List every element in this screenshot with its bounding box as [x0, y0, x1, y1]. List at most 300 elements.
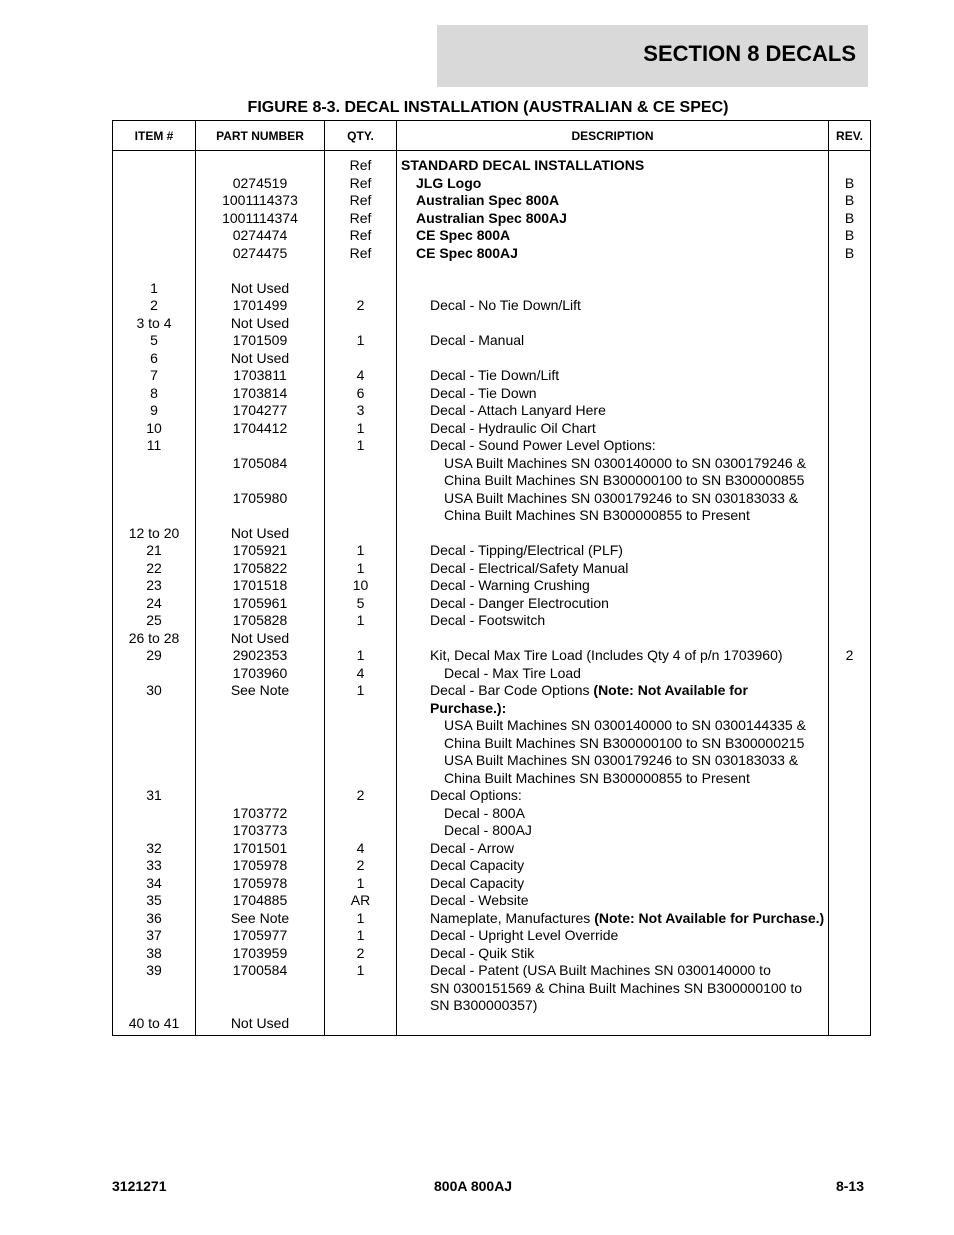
description-text: Decal - Arrow — [430, 839, 515, 856]
description-cell — [397, 525, 829, 543]
item-cell: 35 — [113, 892, 196, 910]
description-line — [401, 822, 828, 840]
part-number-cell — [196, 787, 325, 805]
item-cell: 22 — [113, 560, 196, 578]
part-number-cell: 0274519 — [196, 175, 325, 193]
table-row — [113, 577, 871, 595]
part-number-cell: 1705961 — [196, 595, 325, 613]
table-row — [113, 262, 871, 280]
description-line — [401, 490, 828, 508]
description-cell — [397, 840, 829, 858]
table-body — [113, 151, 871, 1036]
part-number-cell: 0274474 — [196, 227, 325, 245]
table-row — [113, 875, 871, 893]
qty-cell: 1 — [325, 332, 397, 350]
table-row — [113, 525, 871, 543]
description-line — [401, 665, 828, 683]
part-number-cell: Not Used — [196, 350, 325, 368]
description-line — [401, 875, 828, 893]
table-row — [113, 350, 871, 368]
qty-cell — [325, 455, 397, 490]
description-line — [401, 245, 828, 263]
item-cell: 25 — [113, 612, 196, 630]
part-number-cell — [196, 752, 325, 787]
table-row — [113, 717, 871, 752]
description-text: Decal - 800AJ — [444, 822, 532, 838]
description-text: SN 0300151569 & China Built Machines SN B300000100 to — [430, 979, 803, 996]
qty-cell: 1 — [325, 420, 397, 438]
description-cell — [397, 1015, 829, 1036]
part-number-cell: 1001114373 — [196, 192, 325, 210]
item-cell — [113, 490, 196, 525]
description-text: JLG Logo — [416, 174, 482, 191]
part-number-cell: 1001114374 — [196, 210, 325, 228]
rev-cell: 2 — [829, 647, 871, 665]
description-cell — [397, 717, 829, 752]
description-text: Decal - 800A — [444, 804, 525, 821]
rev-cell: B — [829, 210, 871, 228]
part-number-cell — [196, 151, 325, 175]
qty-cell: 2 — [325, 857, 397, 875]
item-cell — [113, 151, 196, 175]
description-text: CE Spec 800A — [416, 227, 511, 243]
rev-cell — [829, 787, 871, 805]
item-cell: 10 — [113, 420, 196, 438]
description-cell — [397, 962, 829, 1015]
description-line — [401, 437, 828, 455]
description-line — [401, 367, 828, 385]
description-text: Decal - Warning Crushing — [430, 577, 590, 593]
table-row — [113, 192, 871, 210]
rev-cell — [829, 822, 871, 840]
description-text: Decal - Danger Electrocution — [430, 594, 609, 611]
item-cell: 23 — [113, 577, 196, 595]
part-number-cell — [196, 437, 325, 455]
qty-cell: 1 — [325, 910, 397, 928]
description-line — [401, 385, 828, 403]
description-cell — [397, 927, 829, 945]
part-number-cell: 1705980 — [196, 490, 325, 525]
qty-cell: 5 — [325, 595, 397, 613]
item-cell: 26 to 28 — [113, 630, 196, 648]
description-cell — [397, 945, 829, 963]
qty-cell: 2 — [325, 787, 397, 805]
description-cell — [397, 210, 829, 228]
description-cell — [397, 227, 829, 245]
description-text: Decal Capacity — [430, 857, 525, 873]
rev-cell — [829, 490, 871, 525]
description-cell — [397, 647, 829, 665]
item-cell — [113, 752, 196, 787]
table-row — [113, 962, 871, 1015]
qty-cell: Ref — [325, 227, 397, 245]
table-row — [113, 560, 871, 578]
description-line — [401, 175, 828, 193]
item-cell — [113, 262, 196, 280]
description-cell — [397, 175, 829, 193]
description-cell — [397, 245, 829, 263]
table-row — [113, 297, 871, 315]
figure-title: FIGURE 8-3. DECAL INSTALLATION (AUSTRALIAN & CE SPEC) — [247, 99, 729, 116]
description-text: USA Built Machines SN 0300140000 to SN 0300179246 & — [444, 454, 806, 471]
rev-cell — [829, 665, 871, 683]
item-cell — [113, 822, 196, 840]
qty-cell — [325, 1015, 397, 1036]
qty-cell: 4 — [325, 840, 397, 858]
item-cell: 31 — [113, 787, 196, 805]
table-row — [113, 630, 871, 648]
qty-cell — [325, 822, 397, 840]
table-header-row — [113, 121, 871, 151]
table-row — [113, 647, 871, 665]
description-line — [401, 892, 828, 910]
description-line — [401, 192, 828, 210]
description-line — [401, 962, 828, 980]
table-row — [113, 822, 871, 840]
qty-cell: Ref — [325, 245, 397, 263]
description-text: Decal - Tie Down — [430, 384, 537, 401]
qty-cell — [325, 525, 397, 543]
description-cell — [397, 560, 829, 578]
description-cell — [397, 420, 829, 438]
qty-cell — [325, 717, 397, 752]
item-cell: 6 — [113, 350, 196, 368]
description-text: Decal - Quik Stik — [430, 944, 535, 961]
description-text: Decal - Tipping/Electrical (PLF) — [430, 542, 623, 558]
qty-cell: 1 — [325, 682, 397, 717]
part-number-cell: 1705084 — [196, 455, 325, 490]
table-row — [113, 332, 871, 350]
table-row — [113, 227, 871, 245]
description-cell — [397, 350, 829, 368]
rev-cell — [829, 892, 871, 910]
part-number-cell: Not Used — [196, 1015, 325, 1036]
qty-cell — [325, 280, 397, 298]
description-line — [401, 507, 828, 525]
qty-cell: 10 — [325, 577, 397, 595]
item-cell: 9 — [113, 402, 196, 420]
description-text: Decal - No Tie Down/Lift — [430, 297, 581, 313]
item-cell: 40 to 41 — [113, 1015, 196, 1036]
description-line — [401, 700, 828, 718]
part-number-cell: 1704412 — [196, 420, 325, 438]
description-cell — [397, 857, 829, 875]
description-line — [401, 770, 828, 788]
rev-cell — [829, 630, 871, 648]
description-cell — [397, 892, 829, 910]
part-number-cell: 1705978 — [196, 875, 325, 893]
rev-cell — [829, 577, 871, 595]
description-text: Decal - Sound Power Level Options: — [430, 437, 656, 453]
description-text: Australian Spec 800A — [416, 192, 560, 208]
part-number-cell: See Note — [196, 682, 325, 717]
table-row — [113, 682, 871, 717]
part-number-cell: 1703959 — [196, 945, 325, 963]
description-line — [401, 612, 828, 630]
part-number-cell: See Note — [196, 910, 325, 928]
rev-cell: B — [829, 192, 871, 210]
description-text: Decal - Electrical/Safety Manual — [430, 559, 629, 576]
description-text: Decal - Max Tire Load — [444, 664, 581, 681]
part-number-cell: 1704277 — [196, 402, 325, 420]
table-row — [113, 455, 871, 490]
table-row — [113, 910, 871, 928]
table-row — [113, 857, 871, 875]
rev-cell — [829, 420, 871, 438]
description-text: China Built Machines SN B300000100 to SN B300000215 — [444, 734, 805, 751]
item-cell — [113, 245, 196, 263]
qty-cell: 1 — [325, 560, 397, 578]
qty-cell: 2 — [325, 297, 397, 315]
item-cell: 3 to 4 — [113, 315, 196, 333]
table-row — [113, 490, 871, 525]
footer-model: 800A 800AJ — [434, 1178, 513, 1194]
description-cell — [397, 910, 829, 928]
item-cell: 12 to 20 — [113, 525, 196, 543]
part-number-cell: 1703814 — [196, 385, 325, 403]
header-item: ITEM # — [113, 121, 196, 151]
rev-cell — [829, 805, 871, 823]
item-cell — [113, 227, 196, 245]
decal-parts-table — [112, 120, 871, 1036]
item-cell: 1 — [113, 280, 196, 298]
footer-page-number: 8-13 — [835, 1178, 864, 1194]
qty-cell: 1 — [325, 962, 397, 1015]
rev-cell — [829, 927, 871, 945]
rev-cell — [829, 151, 871, 175]
description-line — [401, 997, 828, 1015]
description-text: USA Built Machines SN 0300179246 to SN 030183033 & — [444, 489, 799, 506]
description-cell — [397, 665, 829, 683]
description-text: Decal - Upright Level Override — [430, 927, 619, 943]
description-line — [401, 542, 828, 560]
description-text: Decal - Tie Down/Lift — [430, 367, 560, 383]
description-line — [401, 857, 828, 875]
table-row — [113, 245, 871, 263]
description-line — [401, 717, 828, 735]
qty-cell — [325, 752, 397, 787]
description-text: USA Built Machines SN 0300140000 to SN 0300144335 & — [444, 717, 806, 733]
part-number-cell: 1705822 — [196, 560, 325, 578]
description-text: Decal - Bar Code Options — [430, 682, 594, 698]
description-line — [401, 227, 828, 245]
description-text: Decal - Manual — [430, 332, 525, 348]
qty-cell: 4 — [325, 367, 397, 385]
rev-cell — [829, 752, 871, 787]
description-cell — [397, 367, 829, 385]
description-line — [401, 595, 828, 613]
description-text: China Built Machines SN B300000100 to SN B300000855 — [444, 472, 805, 488]
item-cell — [113, 717, 196, 752]
table-row — [113, 892, 871, 910]
description-text: Decal - Hydraulic Oil Chart — [430, 419, 596, 436]
table-row — [113, 402, 871, 420]
description-cell — [397, 151, 829, 175]
rev-cell: B — [829, 245, 871, 263]
item-cell: 37 — [113, 927, 196, 945]
table-row — [113, 420, 871, 438]
description-line — [401, 787, 828, 805]
item-cell: 5 — [113, 332, 196, 350]
description-cell — [397, 682, 829, 717]
table-row — [113, 315, 871, 333]
table-row — [113, 665, 871, 683]
qty-cell — [325, 315, 397, 333]
item-cell: 7 — [113, 367, 196, 385]
description-cell — [397, 822, 829, 840]
qty-cell — [325, 490, 397, 525]
part-number-cell — [196, 717, 325, 752]
item-cell: 38 — [113, 945, 196, 963]
table-row — [113, 927, 871, 945]
description-line — [401, 157, 644, 173]
table-row — [113, 1015, 871, 1036]
description-cell — [397, 262, 829, 280]
qty-cell: 1 — [325, 542, 397, 560]
qty-cell: Ref — [325, 192, 397, 210]
item-cell: 29 — [113, 647, 196, 665]
item-cell: 8 — [113, 385, 196, 403]
rev-cell — [829, 910, 871, 928]
description-cell — [397, 280, 829, 298]
description-text: China Built Machines SN B300000855 to Present — [444, 507, 750, 523]
rev-cell — [829, 595, 871, 613]
description-cell — [397, 787, 829, 805]
qty-cell: Ref — [325, 151, 397, 175]
qty-cell — [325, 262, 397, 280]
description-line — [401, 927, 828, 945]
rev-cell — [829, 682, 871, 717]
qty-cell — [325, 630, 397, 648]
qty-cell: 3 — [325, 402, 397, 420]
description-line — [401, 805, 828, 823]
description-text: Kit, Decal Max Tire Load (Includes Qty 4 of p/n 1703960) — [430, 647, 783, 663]
description-line — [401, 752, 828, 770]
description-line — [401, 682, 828, 700]
part-number-cell: 1705828 — [196, 612, 325, 630]
part-number-cell: 1701509 — [196, 332, 325, 350]
rev-cell: B — [829, 175, 871, 193]
description-cell — [397, 455, 829, 490]
part-number-cell: 1704885 — [196, 892, 325, 910]
qty-cell: 1 — [325, 927, 397, 945]
section-title: SECTION 8 DECALS — [643, 41, 856, 66]
description-cell — [397, 315, 829, 333]
item-cell: 2 — [113, 297, 196, 315]
table-row — [113, 542, 871, 560]
description-line — [401, 560, 828, 578]
part-number-cell: Not Used — [196, 280, 325, 298]
table-row — [113, 752, 871, 787]
part-number-cell: 1703811 — [196, 367, 325, 385]
description-cell — [397, 595, 829, 613]
rev-cell — [829, 297, 871, 315]
description-note: Purchase.): — [430, 699, 507, 716]
item-cell — [113, 665, 196, 683]
table-row — [113, 840, 871, 858]
description-text: China Built Machines SN B300000855 to Present — [444, 769, 750, 786]
qty-cell: 6 — [325, 385, 397, 403]
table-row — [113, 175, 871, 193]
item-cell — [113, 455, 196, 490]
description-cell — [397, 805, 829, 823]
description-cell — [397, 402, 829, 420]
description-line — [401, 420, 828, 438]
part-number-cell: Not Used — [196, 315, 325, 333]
table-row — [113, 437, 871, 455]
table-row — [113, 787, 871, 805]
part-number-cell: Not Used — [196, 630, 325, 648]
description-line — [401, 980, 828, 998]
description-line — [401, 332, 828, 350]
table-row — [113, 595, 871, 613]
part-number-cell: 1705921 — [196, 542, 325, 560]
part-number-cell: 1703772 — [196, 805, 325, 823]
description-cell — [397, 630, 829, 648]
item-cell: 33 — [113, 857, 196, 875]
description-text: Nameplate, Manufactures — [430, 909, 595, 926]
part-number-cell: 1705977 — [196, 927, 325, 945]
rev-cell — [829, 840, 871, 858]
description-line — [401, 945, 828, 963]
item-cell: 30 — [113, 682, 196, 717]
item-cell — [113, 210, 196, 228]
description-cell — [397, 542, 829, 560]
header-qty: QTY. — [325, 121, 397, 151]
description-line — [401, 735, 828, 753]
part-number-cell: 1701499 — [196, 297, 325, 315]
rev-cell — [829, 962, 871, 1015]
rev-cell — [829, 262, 871, 280]
rev-cell — [829, 1015, 871, 1036]
qty-cell: 1 — [325, 612, 397, 630]
rev-cell — [829, 280, 871, 298]
item-cell: 11 — [113, 437, 196, 455]
rev-cell — [829, 332, 871, 350]
rev-cell — [829, 402, 871, 420]
part-number-cell: 1700584 — [196, 962, 325, 1015]
rev-cell — [829, 525, 871, 543]
item-cell: 34 — [113, 875, 196, 893]
rev-cell — [829, 437, 871, 455]
rev-cell — [829, 945, 871, 963]
header-part-number: PART NUMBER — [196, 121, 325, 151]
table-row — [113, 210, 871, 228]
description-text: Decal - Patent (USA Built Machines SN 0300140000 to — [430, 962, 771, 978]
description-cell — [397, 875, 829, 893]
item-cell: 21 — [113, 542, 196, 560]
qty-cell — [325, 350, 397, 368]
description-line — [401, 297, 828, 315]
description-text: SN B300000357) — [430, 997, 538, 1013]
table-row — [113, 805, 871, 823]
item-cell — [113, 175, 196, 193]
description-line — [401, 402, 828, 420]
description-text: Decal - Website — [430, 892, 529, 908]
table-row — [113, 151, 871, 175]
description-text: Decal - Attach Lanyard Here — [430, 402, 606, 418]
qty-cell: 1 — [325, 437, 397, 455]
rev-cell — [829, 612, 871, 630]
part-number-cell: 1701501 — [196, 840, 325, 858]
rev-cell — [829, 367, 871, 385]
item-cell: 36 — [113, 910, 196, 928]
rev-cell — [829, 315, 871, 333]
description-line — [401, 472, 828, 490]
table-row — [113, 367, 871, 385]
rev-cell — [829, 560, 871, 578]
part-number-cell: 1705978 — [196, 857, 325, 875]
